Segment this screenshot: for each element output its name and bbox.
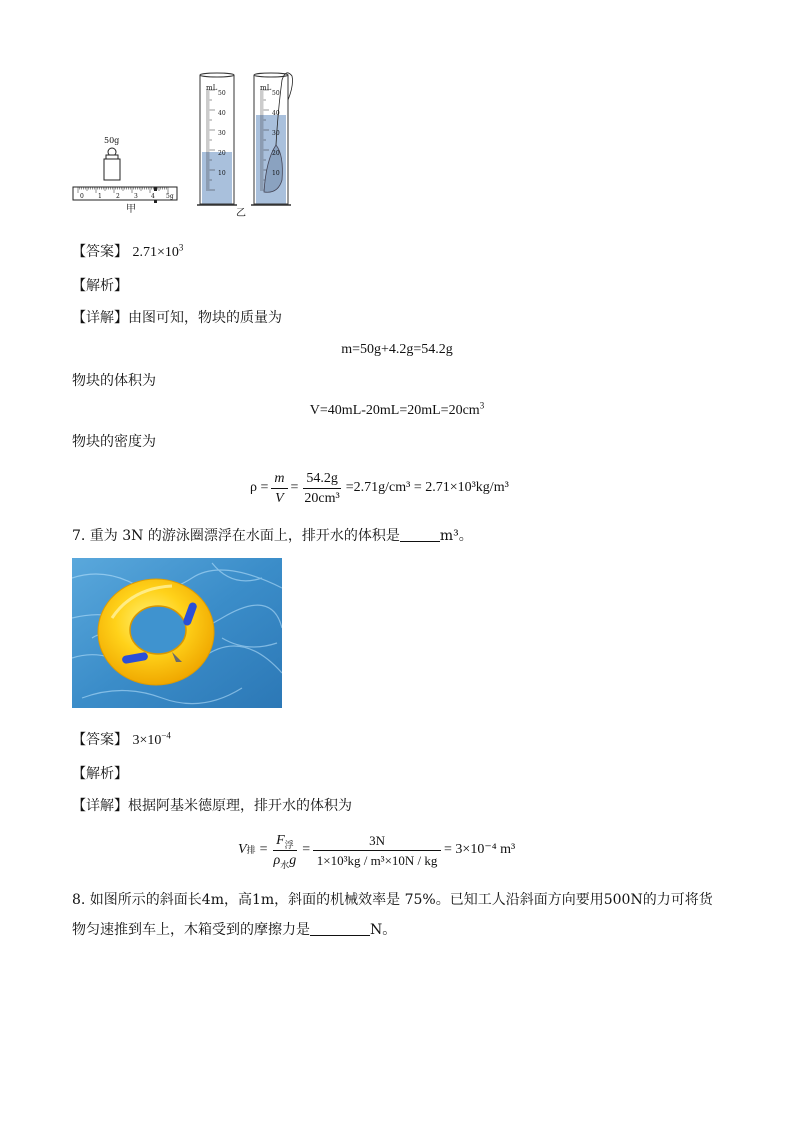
label-yi: 乙: [236, 208, 246, 219]
q7-question: [72, 526, 473, 546]
ruler-tick-label: 5g: [166, 193, 174, 200]
ruler-tick-labels: [72, 192, 182, 202]
scale-label: 10: [272, 170, 280, 177]
frac-den: 1×10³kg / m³×10N / kg: [316, 852, 438, 868]
frac-num: m: [271, 470, 287, 489]
ruler-tick-label: 0: [80, 193, 84, 200]
question-text: 7. 重为 3N 的游泳圈漂浮在水面上，排开水的体积是: [72, 528, 400, 544]
frac-num: 3N: [313, 832, 441, 851]
eq-volume-base: V=40mL-20mL=20mL=20cm: [309, 403, 480, 418]
eq-archimedes: V 排 = $\frac{F_浮}{\rho_水g}$ = $\frac{3N}{\text{1×10³kg / m³×10N / kg}}$ = 3×10⁻⁴ m³: [238, 832, 516, 870]
dens-text: 物块的密度为: [72, 434, 156, 450]
q7-answer: [72, 730, 171, 751]
answer-value: [132, 242, 184, 260]
scale-label: 20: [218, 150, 226, 157]
fraction-m-over-v: [271, 470, 287, 507]
q6-analysis-tag: 【解析】: [72, 278, 128, 294]
frac-den: [270, 851, 299, 869]
answer-tag: 【答案】: [72, 244, 128, 260]
f-symbol: F: [276, 832, 285, 848]
question-text: 物匀速推到车上，木箱受到的摩擦力是: [72, 922, 310, 938]
answer-blank: [400, 527, 440, 542]
fraction-values: [301, 470, 342, 507]
detail-text: 由图可知，物块的质量为: [128, 310, 282, 326]
scale-label: 30: [272, 130, 280, 137]
detail-tag: 【详解】: [72, 310, 128, 326]
label-jia: 甲: [126, 204, 136, 215]
ruler-tick-label: 3: [134, 193, 138, 200]
scale-label: 10: [218, 170, 226, 177]
fraction-f-over-rho-g: [270, 832, 299, 869]
answer-exp: 3: [178, 242, 184, 253]
frac-num: [273, 832, 297, 851]
eq-density: ρ = $\frac{m}{V}$ = $\frac{54.2g}{\text{20cm³}}$ =2.71g/cm³ = 2.71×10³kg/m³: [250, 470, 509, 506]
q8-line1: 8. 如图所示的斜面长4m，高1m，斜面的机械效率是 75%。已知工人沿斜面方向要用500N的力可将货: [72, 892, 713, 908]
frac-den: V: [275, 490, 284, 506]
q7-analysis-tag: 【解析】: [72, 766, 128, 782]
ruler-tick-label: 2: [116, 193, 120, 200]
scale-label: 40: [272, 110, 280, 117]
rho-symbol: ρ: [273, 852, 281, 868]
answer-blank: [310, 921, 370, 936]
eq-volume-exp: 3: [479, 400, 485, 411]
scale-label: 30: [218, 130, 226, 137]
q6-detail: [72, 308, 282, 328]
g-symbol: g: [289, 852, 297, 868]
weight-50g: [104, 148, 120, 180]
answer-base: 2.71×10: [132, 245, 179, 260]
answer-base: 3×10: [132, 733, 162, 748]
vol-text: 物块的体积为: [72, 373, 156, 389]
eq-volume: [0, 401, 794, 421]
q7-detail: [72, 796, 352, 816]
answer-tag: 【答案】: [72, 732, 128, 748]
detail-text: 根据阿基米德原理，排开水的体积为: [128, 798, 352, 814]
scale-label: 50: [272, 90, 280, 97]
scale-label: 20: [272, 150, 280, 157]
detail-tag: 【详解】: [72, 798, 128, 814]
question-unit: N。: [370, 922, 397, 938]
q6-answer: [72, 242, 183, 263]
q8-line2: [72, 920, 396, 940]
cyl-right-unit: mL: [260, 84, 272, 92]
answer-exp: −4: [161, 730, 171, 741]
lhs-v: V: [238, 842, 247, 857]
volume-result: = 3×10⁻⁴ m³: [444, 842, 516, 857]
rho-symbol: ρ =: [250, 480, 269, 495]
density-result: =2.71g/cm³ = 2.71×10³kg/m³: [345, 480, 509, 495]
rider: [154, 187, 157, 191]
f-sub: 浮: [284, 839, 294, 850]
ruler-tick-label: 1: [98, 193, 102, 200]
cyl-left-unit: mL: [206, 84, 218, 92]
frac-den: 20cm³: [304, 490, 340, 506]
swim-ring-photo: [72, 558, 282, 708]
swim-ring: [98, 579, 214, 685]
eq-mass: m=50g+4.2g=54.2g: [341, 342, 453, 357]
rho-sub: 水: [280, 859, 290, 870]
answer-value: [132, 730, 171, 748]
weight-label: 50g: [104, 136, 120, 145]
scale-label: 50: [218, 90, 226, 97]
question-unit: m³。: [439, 528, 473, 544]
scale-label: 40: [218, 110, 226, 117]
fraction-values: [313, 832, 441, 869]
ruler-tick-label: 4: [151, 193, 155, 200]
frac-num: 54.2g: [303, 470, 341, 489]
